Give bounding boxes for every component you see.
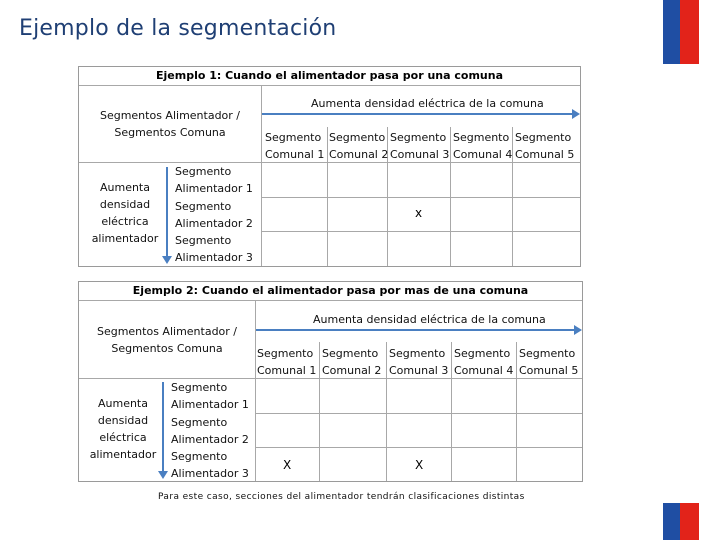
example2-h-arrow-label: Aumenta densidad eléctrica de la comuna: [313, 313, 546, 326]
row-header: Segmento Alimentador 1: [175, 165, 253, 195]
row-header: Segmento Alimentador 2: [175, 200, 253, 230]
column-header: Segmento Comunal 1: [257, 347, 317, 377]
row-header: Segmento Alimentador 3: [175, 234, 253, 264]
row-header: Segmento Alimentador 1: [171, 381, 249, 411]
column-header: Segmento Comunal 3: [389, 347, 449, 377]
column-header: Segmento Comunal 3: [390, 131, 450, 161]
example1-title: Ejemplo 1: Cuando el alimentador pasa por una comuna: [155, 69, 503, 82]
footnote: Para este caso, secciones del alimentador tendrán clasificaciones distintas: [158, 492, 525, 502]
example1-h-arrow-label: Aumenta densidad eléctrica de la comuna: [311, 97, 544, 110]
example2-cell-mark: X: [283, 458, 292, 472]
column-header: Segmento Comunal 2: [322, 347, 382, 377]
column-header: Segmento Comunal 4: [454, 347, 514, 377]
column-header: Segmento Comunal 2: [329, 131, 389, 161]
example1-table: [78, 66, 581, 267]
example2-cell-mark: X: [415, 458, 424, 472]
example2-v-arrow: [162, 382, 164, 472]
corner-line: Segmentos Comuna: [111, 342, 223, 355]
column-header: Segmento Comunal 5: [515, 131, 575, 161]
example1-h-arrow: [262, 113, 573, 115]
example2-title: Ejemplo 2: Cuando el alimentador pasa por mas de una comuna: [132, 284, 529, 297]
example1-corner-label: [85, 107, 255, 141]
example2-h-arrow: [256, 329, 575, 331]
example2-v-label: Aumenta densidad eléctrica alimentador: [89, 397, 157, 461]
corner-line: Segmentos Comuna: [114, 126, 226, 139]
example2-table: [78, 281, 583, 482]
flag-decoration-bottom: [663, 503, 699, 540]
example1-cell-mark: x: [415, 206, 423, 220]
example1-v-arrow: [166, 167, 168, 257]
row-header: Segmento Alimentador 3: [171, 450, 249, 480]
slide-title: Ejemplo de la segmentación: [19, 16, 337, 41]
corner-line: Segmentos Alimentador /: [96, 325, 238, 338]
row-header: Segmento Alimentador 2: [171, 416, 249, 446]
column-header: Segmento Comunal 4: [453, 131, 513, 161]
flag-decoration-top: [663, 0, 699, 64]
example2-corner-label: [85, 323, 249, 357]
example1-v-label: Aumenta densidad eléctrica alimentador: [91, 181, 159, 245]
corner-line: Segmentos Alimentador /: [99, 109, 241, 122]
column-header: Segmento Comunal 5: [519, 347, 579, 377]
column-header: Segmento Comunal 1: [265, 131, 325, 161]
